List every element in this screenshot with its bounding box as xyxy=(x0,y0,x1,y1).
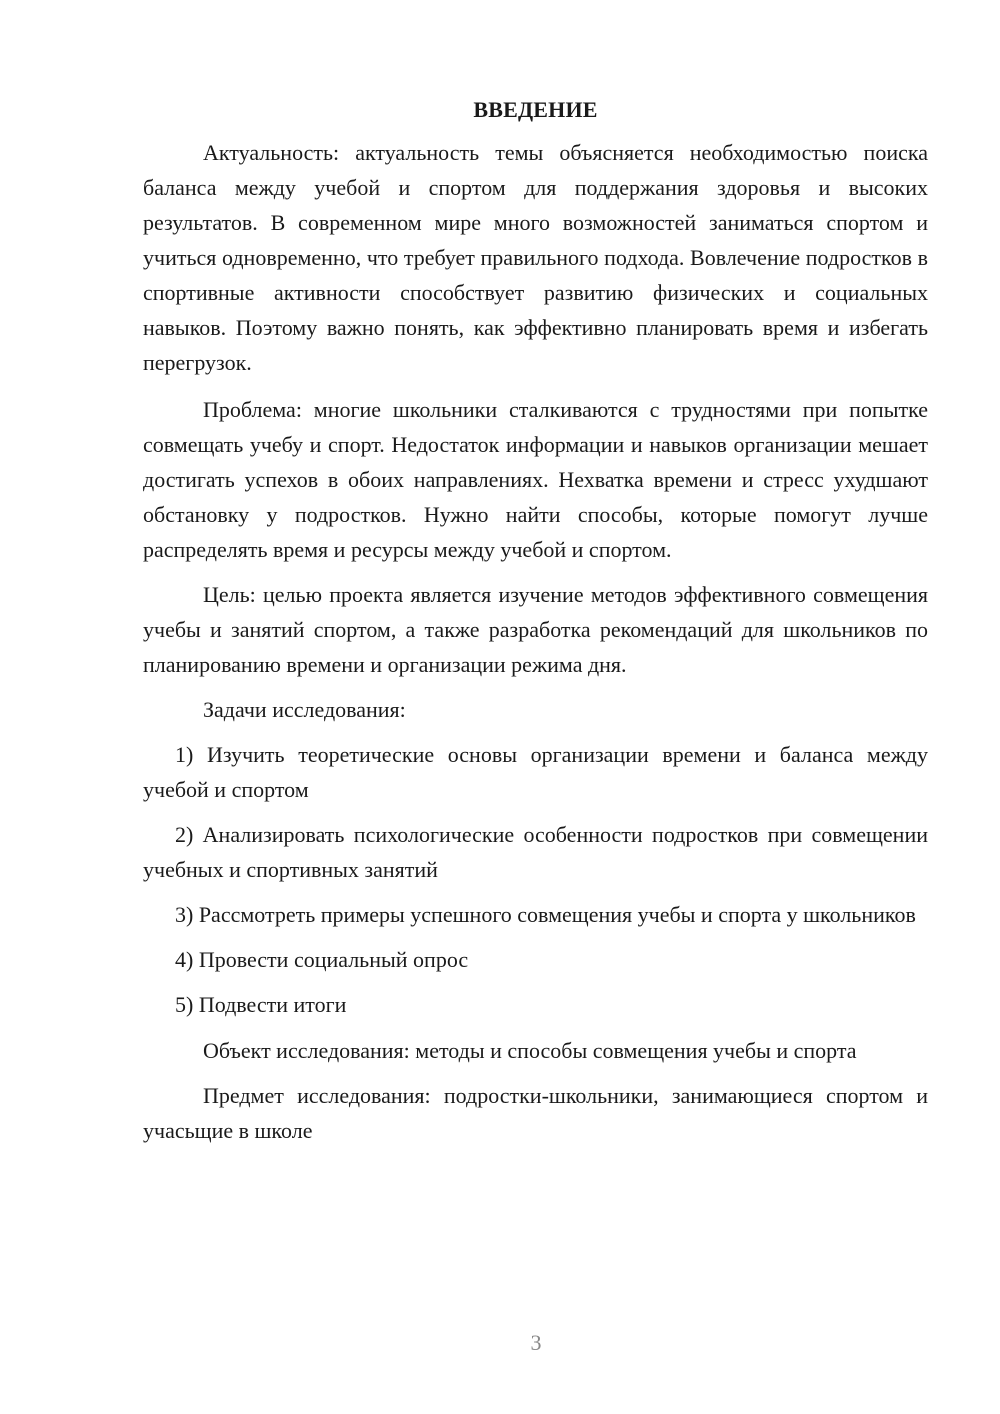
page-number: 3 xyxy=(530,1330,542,1355)
task-item-1: 1) Изучить теоретические основы организации времени и баланса между учебой и спортом xyxy=(143,742,928,802)
document-page xyxy=(143,92,928,1148)
subject-paragraph: Предмет исследования: подростки-школьники, занимающиеся спортом и учасьщие в школе xyxy=(143,1083,928,1143)
task-item-4: 4) Провести социальный опрос xyxy=(175,947,469,972)
task-item-3: 3) Рассмотреть примеры успешного совмещения учебы и спорта у школьников xyxy=(175,902,916,927)
task-item-2: 2) Анализировать психологические особенности подростков при совмещении учебных и спортивных занятий xyxy=(143,822,928,882)
task-item-5: 5) Подвести итоги xyxy=(175,992,347,1017)
relevance-paragraph: Актуальность: актуальность темы объясняется необходимостью поиска баланса между учебой и спортом для поддержания здоровья и высоких результатов. В современном мире много возможностей заниматься спортом и учиться одновременно, что требует правильного подхода. Вовлечение подростков в спортивные активности способствует развитию физических и социальных навыков. Поэтому важно понять, как эффективно планировать время и избегать перегрузок. xyxy=(143,140,928,375)
goal-paragraph: Цель: целью проекта является изучение методов эффективного совмещения учебы и занятий спортом, а также разработка рекомендаций для школьников по планированию времени и организации режима дня. xyxy=(143,582,928,677)
tasks-title: Задачи исследования: xyxy=(203,697,406,722)
problem-paragraph: Проблема: многие школьники сталкиваются с трудностями при попытке совмещать учебу и спорт. Недостаток информации и навыков организации мешает достигать успехов в обоих направлениях. Нехватка времени и стресс ухудшают обстановку у подростков. Нужно найти способы, которые помогут лучше распределять время и ресурсы между учебой и спортом. xyxy=(143,397,928,562)
tasks-list xyxy=(143,737,928,1022)
object-paragraph: Объект исследования: методы и способы совмещения учебы и спорта xyxy=(203,1038,857,1063)
section-heading: ВВЕДЕНИЕ xyxy=(473,97,598,122)
